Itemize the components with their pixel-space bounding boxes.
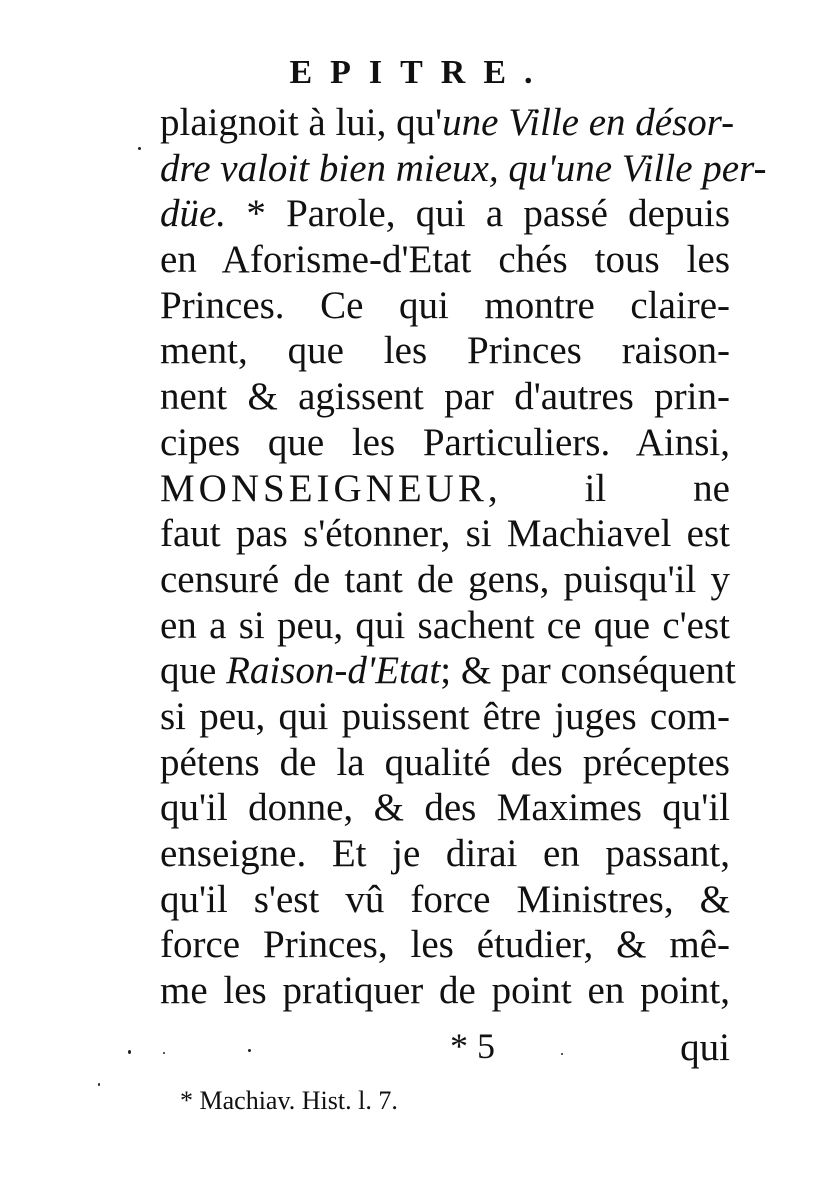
text-segment: qu'il donne, & des Maximes qu'il	[160, 786, 730, 830]
text-segment: si peu, qui puissent être juges com-	[160, 694, 730, 738]
text-line	[160, 648, 736, 694]
text-line	[160, 740, 730, 786]
ink-speck	[561, 1053, 563, 1055]
ink-speck	[248, 1049, 251, 1052]
text-segment: ; & par conséquent	[440, 649, 736, 693]
text-line	[160, 831, 730, 877]
text-line	[160, 374, 730, 420]
text-segment: force Princes, les étudier, & mê-	[160, 923, 730, 967]
catchword: qui	[680, 1026, 730, 1069]
text-segment: qu'il s'est vû force Ministres, &	[160, 877, 730, 921]
text-line	[160, 237, 730, 283]
signature-line	[160, 1025, 730, 1071]
text-segment: nent & agissent par d'autres prin-	[160, 375, 730, 419]
text-line	[160, 191, 730, 237]
text-segment: une Ville en désor-	[442, 101, 735, 144]
text-segment: Princes. Ce qui montre claire-	[160, 283, 730, 327]
text-segment: ment, que les Princes raison-	[160, 329, 730, 373]
text-line	[160, 511, 730, 557]
text-line	[160, 603, 730, 649]
text-segment: enseigne. Et je dirai en passant,	[160, 832, 730, 875]
text-line	[160, 968, 730, 1014]
running-header: EPITRE.	[289, 54, 551, 91]
text-line	[160, 877, 730, 923]
text-segment: me les pratiquer de point en point,	[160, 969, 730, 1013]
text-segment: en a si peu, qui sachent ce que c'est	[160, 603, 730, 647]
text-line	[160, 557, 730, 603]
text-segment: cipes que les Particuliers. Ainsi,	[160, 420, 730, 464]
text-segment: Raison-d'Etat	[226, 649, 441, 693]
ink-speck	[128, 1050, 131, 1054]
text-segment: en Aforisme-d'Etat chés tous les	[160, 238, 730, 282]
text-segment: * Parole, qui a passé depuis	[226, 192, 730, 236]
text-segment: plaignoit à lui, qu'	[160, 101, 443, 144]
text-line	[160, 328, 730, 374]
ink-speck	[98, 1083, 100, 1086]
text-line	[160, 922, 730, 968]
text-line	[160, 785, 730, 831]
text-segment: MONSEIGNEUR	[160, 466, 488, 510]
text-segment: que	[160, 649, 227, 693]
text-segment: , il ne	[487, 466, 730, 510]
text-line	[160, 146, 767, 192]
text-line	[160, 466, 730, 512]
footnote: * Machiav. Hist. l. 7.	[180, 1086, 398, 1115]
ink-speck	[163, 1052, 165, 1054]
text-segment: censuré de tant de gens, puisqu'il y	[160, 557, 730, 601]
signature-mark: * 5	[450, 1026, 495, 1066]
text-segment: pétens de la qualité des préceptes	[160, 740, 730, 784]
text-line	[160, 694, 730, 740]
text-segment: düe.	[160, 192, 227, 236]
text-line	[160, 420, 730, 466]
ink-speck	[138, 147, 141, 150]
text-segment: faut pas s'étonner, si Machiavel est	[160, 512, 730, 556]
text-segment: dre valoit bien mieux, qu'une Ville per-	[160, 146, 767, 190]
body-text	[160, 100, 767, 1014]
text-line	[160, 100, 735, 146]
text-line	[160, 283, 730, 329]
